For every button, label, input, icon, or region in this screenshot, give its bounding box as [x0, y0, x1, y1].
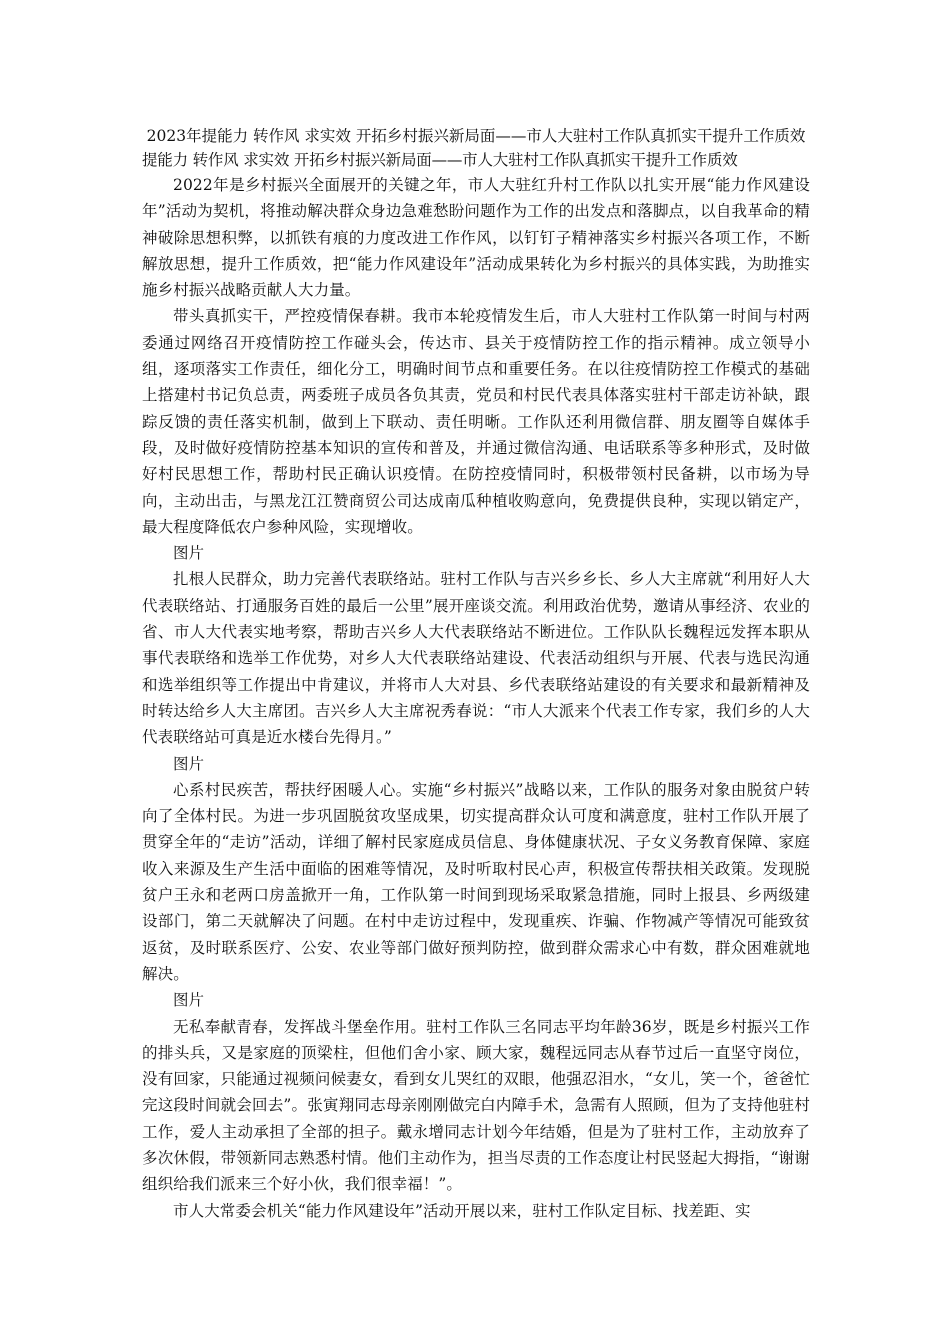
image-placeholder-label: 图片: [173, 991, 205, 1010]
paragraph-liaison-station: 扎根人民群众，助力完善代表联络站。驻村工作队与吉兴乡乡长、乡人大主席就“利用好人大代表联络站、打通服务百姓的最后一公里”展开座谈交流。利用政治优势，邀请从事经济、农业的省、市人大代表实地考察，帮助吉兴乡人大代表联络站不断进位。工作队队长魏程远发挥本职从事代表联络和选举工作优势，对乡人大代表联络站建设、代表活动组织与开展、代表与选民沟通和选举组织等工作提出中肯建议，并将市人大对县、乡代表联络站建设的有关要求和最新精神及时转达给乡人大主席团。吉兴乡人大主席祝秀春说：“市人大派来个代表工作专家，我们乡的人大代表联络站可真是近水楼台先得月。”: [142, 570, 810, 747]
paragraph-epidemic: 带头真抓实干，严控疫情保春耕。我市本轮疫情发生后，市人大驻村工作队第一时间与村两委通过网络召开疫情防控工作碰头会，传达市、县关于疫情防控工作的指示精神。成立领导小组，逐项落实工作责任，细化分工，明确时间节点和重要任务。在以往疫情防控工作模式的基础上搭建村书记负总责，两委班子成员各负其责，党员和村民代表具体落实驻村干部走访补缺，跟踪反馈的责任落实机制，做到上下联动、责任明晰。工作队还利用微信群、朋友圈等自媒体手段，及时做好疫情防控基本知识的宣传和普及，并通过微信沟通、电话联系等多种形式，及时做好村民思想工作，帮助村民正确认识疫情。在防控疫情同时，积极带领村民备耕，以市场为导向，主动出击，与黑龙江江赞商贸公司达成南瓜种植收购意向，免费提供良种，实现以销定产，最大程度降低农户参种风险，实现增收。: [142, 307, 810, 536]
document-title: 2023年提能力 转作风 求实效 开拓乡村振兴新局面——市人大驻村工作队真抓实干提升工作质效: [146, 127, 806, 145]
paragraph-youth-dedication: 无私奉献青春，发挥战斗堡垒作用。驻村工作队三名同志平均年龄36岁，既是乡村振兴工作的排头兵，又是家庭的顶梁柱，但他们舍小家、顾大家，魏程远同志从春节过后一直坚守岗位，没有回家，只能通过视频问候妻女，看到女儿哭红的双眼，他强忍泪水，“女儿，笑一个，爸爸忙完这段时间就会回去”。张寅翔同志母亲刚刚做完白内障手术，急需有人照顾，但为了支持他驻村工作，爱人主动承担了全部的担子。戴永增同志计划今年结婚，但是为了驻村工作，主动放弃了多次休假，带领新同志熟悉村情。他们主动作为，担当尽责的工作态度让村民竖起大拇指，“谢谢组织给我们派来三个好小伙，我们很幸福！”。: [142, 1017, 810, 1194]
paragraph-villager-care: 心系村民疾苦，帮扶纾困暖人心。实施“乡村振兴”战略以来，工作队的服务对象由脱贫户转向了全体村民。为进一步巩固脱贫攻坚成果，切实提高群众认可度和满意度，驻村工作队开展了贯穿全年的“走访”活动，详细了解村民家庭成员信息、身体健康状况、子女义务教育保障、家庭收入来源及生产生活中面临的困难等情况，及时听取村民心声，积极宣传帮扶相关政策。发现脱贫户王永和老两口房盖掀开一角，工作队第一时间到现场采取紧急措施，同时上报县、乡两级建设部门，第二天就解决了问题。在村中走访过程中，发现重疾、诈骗、作物减产等情况可能致贫返贫，及时联系医疗、公安、农业等部门做好预判防控，做到群众需求心中有数，群众困难就地解决。: [142, 780, 810, 983]
paragraph-intro: 2022年是乡村振兴全面展开的关键之年，市人大驻红升村工作队以扎实开展“能力作风建设年”活动为契机，将推动解决群众身边急难愁盼问题作为工作的出发点和落脚点，以自我革命的精神破除思想积弊，以抓铁有痕的力度改进工作作风，以钉钉子精神落实乡村振兴各项工作，不断解放思想，提升工作质效，把“能力作风建设年”活动成果转化为乡村振兴的具体实践，为助推实施乡村振兴战略贡献人大力量。: [142, 176, 810, 300]
image-placeholder-label: 图片: [173, 544, 205, 563]
document-page: [142, 124, 810, 1224]
document-subtitle: 提能力 转作风 求实效 开拓乡村振兴新局面——市人大驻村工作队真抓实干提升工作质效: [142, 151, 738, 169]
paragraph-conclusion: 市人大常委会机关“能力作风建设年”活动开展以来，驻村工作队定目标、找差距、实: [173, 1201, 751, 1220]
image-placeholder-label: 图片: [173, 754, 205, 773]
